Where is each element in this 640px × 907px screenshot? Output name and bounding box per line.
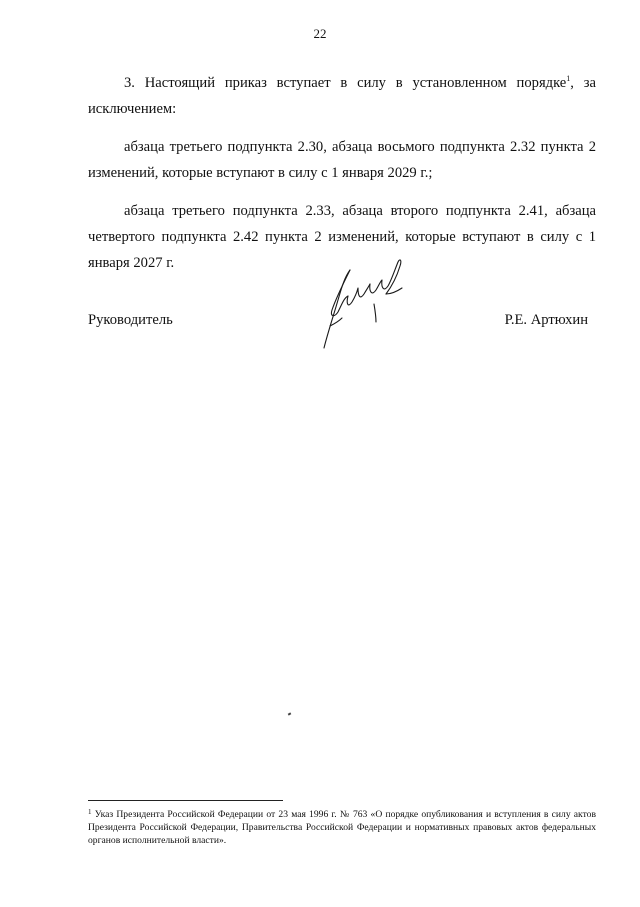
signer-title: Руководитель xyxy=(88,312,173,328)
clause-3-text: 3. Настоящий приказ вступает в силу в установленном порядке xyxy=(124,75,567,91)
clause-3-paragraph xyxy=(88,70,596,122)
footnote-reference[interactable]: 1 xyxy=(566,74,571,83)
handwritten-signature xyxy=(314,252,410,352)
footnote xyxy=(88,808,596,847)
page-number: 22 xyxy=(313,26,327,41)
footnote-marker: 1 xyxy=(88,808,92,816)
scan-artifact xyxy=(288,712,292,715)
signer-name: Р.Е. Артюхин xyxy=(504,312,588,328)
footnote-text: Указ Президента Российской Федерации от 23 мая 1996 г. № 763 «О порядке опубликования и вступления в силу актов Президента Российской Федерации, Правительства Российской Федерации и нормативных правовых актов федеральных органов исполнительной власти». xyxy=(88,809,596,846)
footnote-separator xyxy=(88,800,283,801)
exception-paragraph-2027: абзаца третьего подпункта 2.33, абзаца второго подпункта 2.41, абзаца четвертого подпункта 2.42 пункта 2 изменений, которые вступают в силу с 1 января 2027 г. xyxy=(88,203,596,271)
clause-3-continuation: , за исключением: xyxy=(88,75,596,117)
exception-paragraph-2029: абзаца третьего подпункта 2.30, абзаца восьмого подпункта 2.32 пункта 2 изменений, которые вступают в силу с 1 января 2029 г.; xyxy=(88,139,596,181)
